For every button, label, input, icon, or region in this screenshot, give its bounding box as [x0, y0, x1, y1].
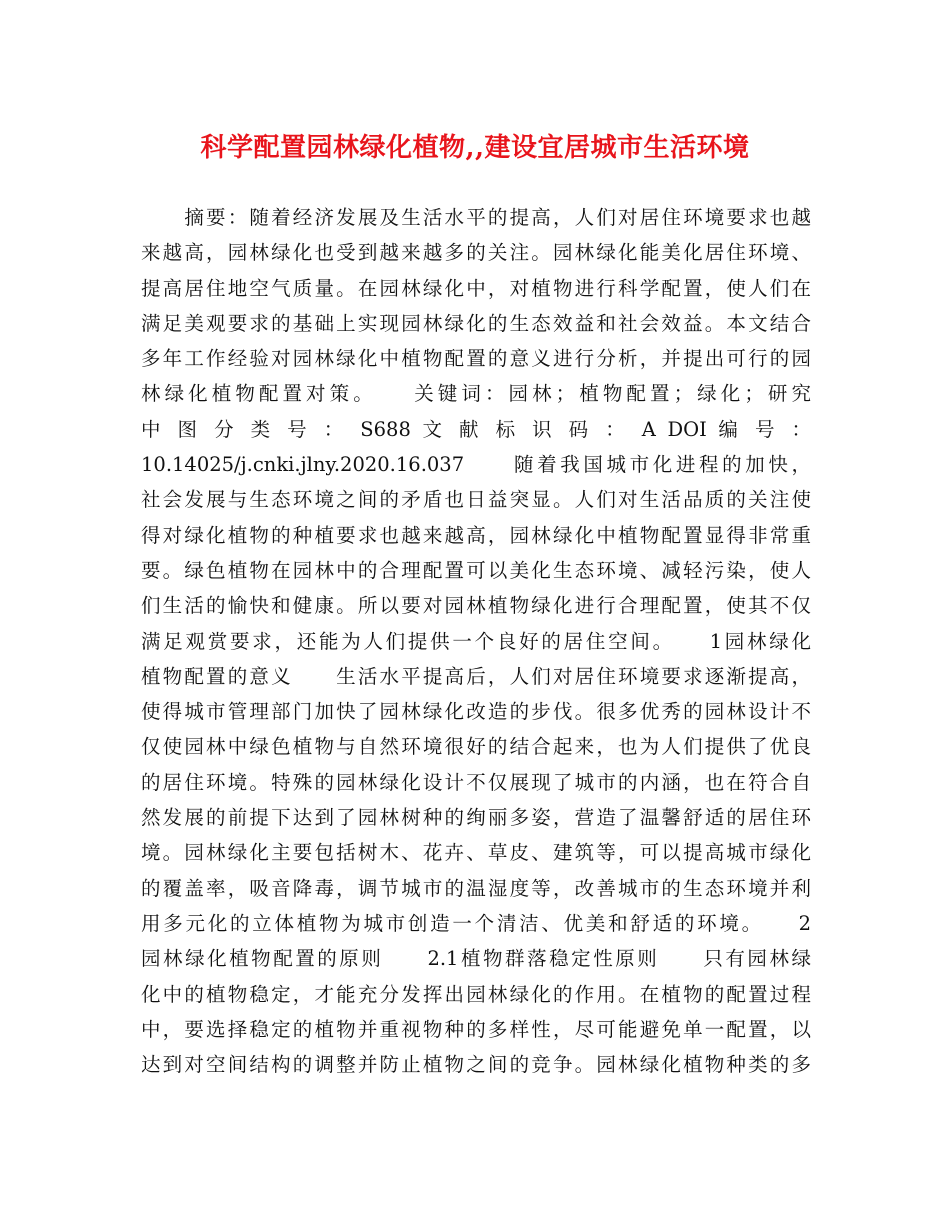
body-line: 社会发展与生态环境之间的矛盾也日益突显。人们对生活品质的关注使 — [141, 488, 811, 512]
body-line: 达到对空间结构的调整并防止植物之间的竞争。园林绿化植物种类的多 — [141, 1053, 811, 1077]
body-line: 化中的植物稳定，才能充分发挥出园林绿化的作用。在植物的配置过程 — [141, 982, 811, 1006]
document-title: 科学配置园林绿化植物,,建设宜居城市生活环境 — [200, 133, 750, 163]
body-line: 们生活的愉快和健康。所以要对园林植物绿化进行合理配置，使其不仅 — [141, 594, 811, 618]
body-line: 使得城市管理部门加快了园林绿化改造的步伐。很多优秀的园林设计不 — [141, 700, 811, 724]
body-line: 得对绿化植物的种植要求也越来越高，园林绿化中植物配置显得非常重 — [141, 523, 811, 547]
body-line: 的居住环境。特殊的园林绿化设计不仅展现了城市的内涵，也在符合自 — [141, 770, 811, 794]
body-line: 来越高，园林绿化也受到越来越多的关注。园林绿化能美化居住环境、 — [141, 241, 811, 265]
body-line: 要。绿色植物在园林中的合理配置可以美化生态环境、减轻污染，使人 — [141, 558, 811, 582]
body-line: 植物配置的意义 生活水平提高后，人们对居住环境要求逐渐提高， — [141, 664, 811, 688]
body-line: 用多元化的立体植物为城市创造一个清洁、优美和舒适的环境。 2 — [141, 911, 811, 935]
body-line: 摘要：随着经济发展及生活水平的提高，人们对居住环境要求也越 — [141, 206, 811, 229]
body-line: 中 图 分 类 号 ： S688 文 献 标 识 码 ： A DOI 编 号 ： — [141, 417, 811, 441]
body-line: 满足美观要求的基础上实现园林绿化的生态效益和社会效益。本文结合 — [141, 311, 811, 335]
body-line: 提高居住地空气质量。在园林绿化中，对植物进行科学配置，使人们在 — [141, 276, 811, 300]
body-line: 仅使园林中绿色植物与自然环境很好的结合起来，也为人们提供了优良 — [141, 735, 811, 759]
body-line: 林绿化植物配置对策。 关键词：园林；植物配置；绿化；研究 — [141, 382, 811, 406]
body-line: 多年工作经验对园林绿化中植物配置的意义进行分析，并提出可行的园 — [141, 347, 811, 371]
body-line: 满足观赏要求，还能为人们提供一个良好的居住空间。 1园林绿化 — [141, 629, 811, 653]
body-line: 中，要选择稳定的植物并重视物种的多样性，尽可能避免单一配置，以 — [141, 1017, 811, 1041]
body-line: 园林绿化植物配置的原则 2.1植物群落稳定性原则 只有园林绿 — [141, 947, 811, 971]
body-line: 境。园林绿化主要包括树木、花卉、草皮、建筑等，可以提高城市绿化 — [141, 841, 811, 865]
document-body — [141, 200, 811, 1082]
body-line: 10.14025/j.cnki.jlny.2020.16.037 随着我国城市化进程的加快， — [141, 453, 811, 477]
body-line: 的覆盖率，吸音降毒，调节城市的温湿度等，改善城市的生态环境并利 — [141, 876, 811, 900]
body-line: 然发展的前提下达到了园林树种的绚丽多姿，营造了温馨舒适的居住环 — [141, 806, 811, 830]
